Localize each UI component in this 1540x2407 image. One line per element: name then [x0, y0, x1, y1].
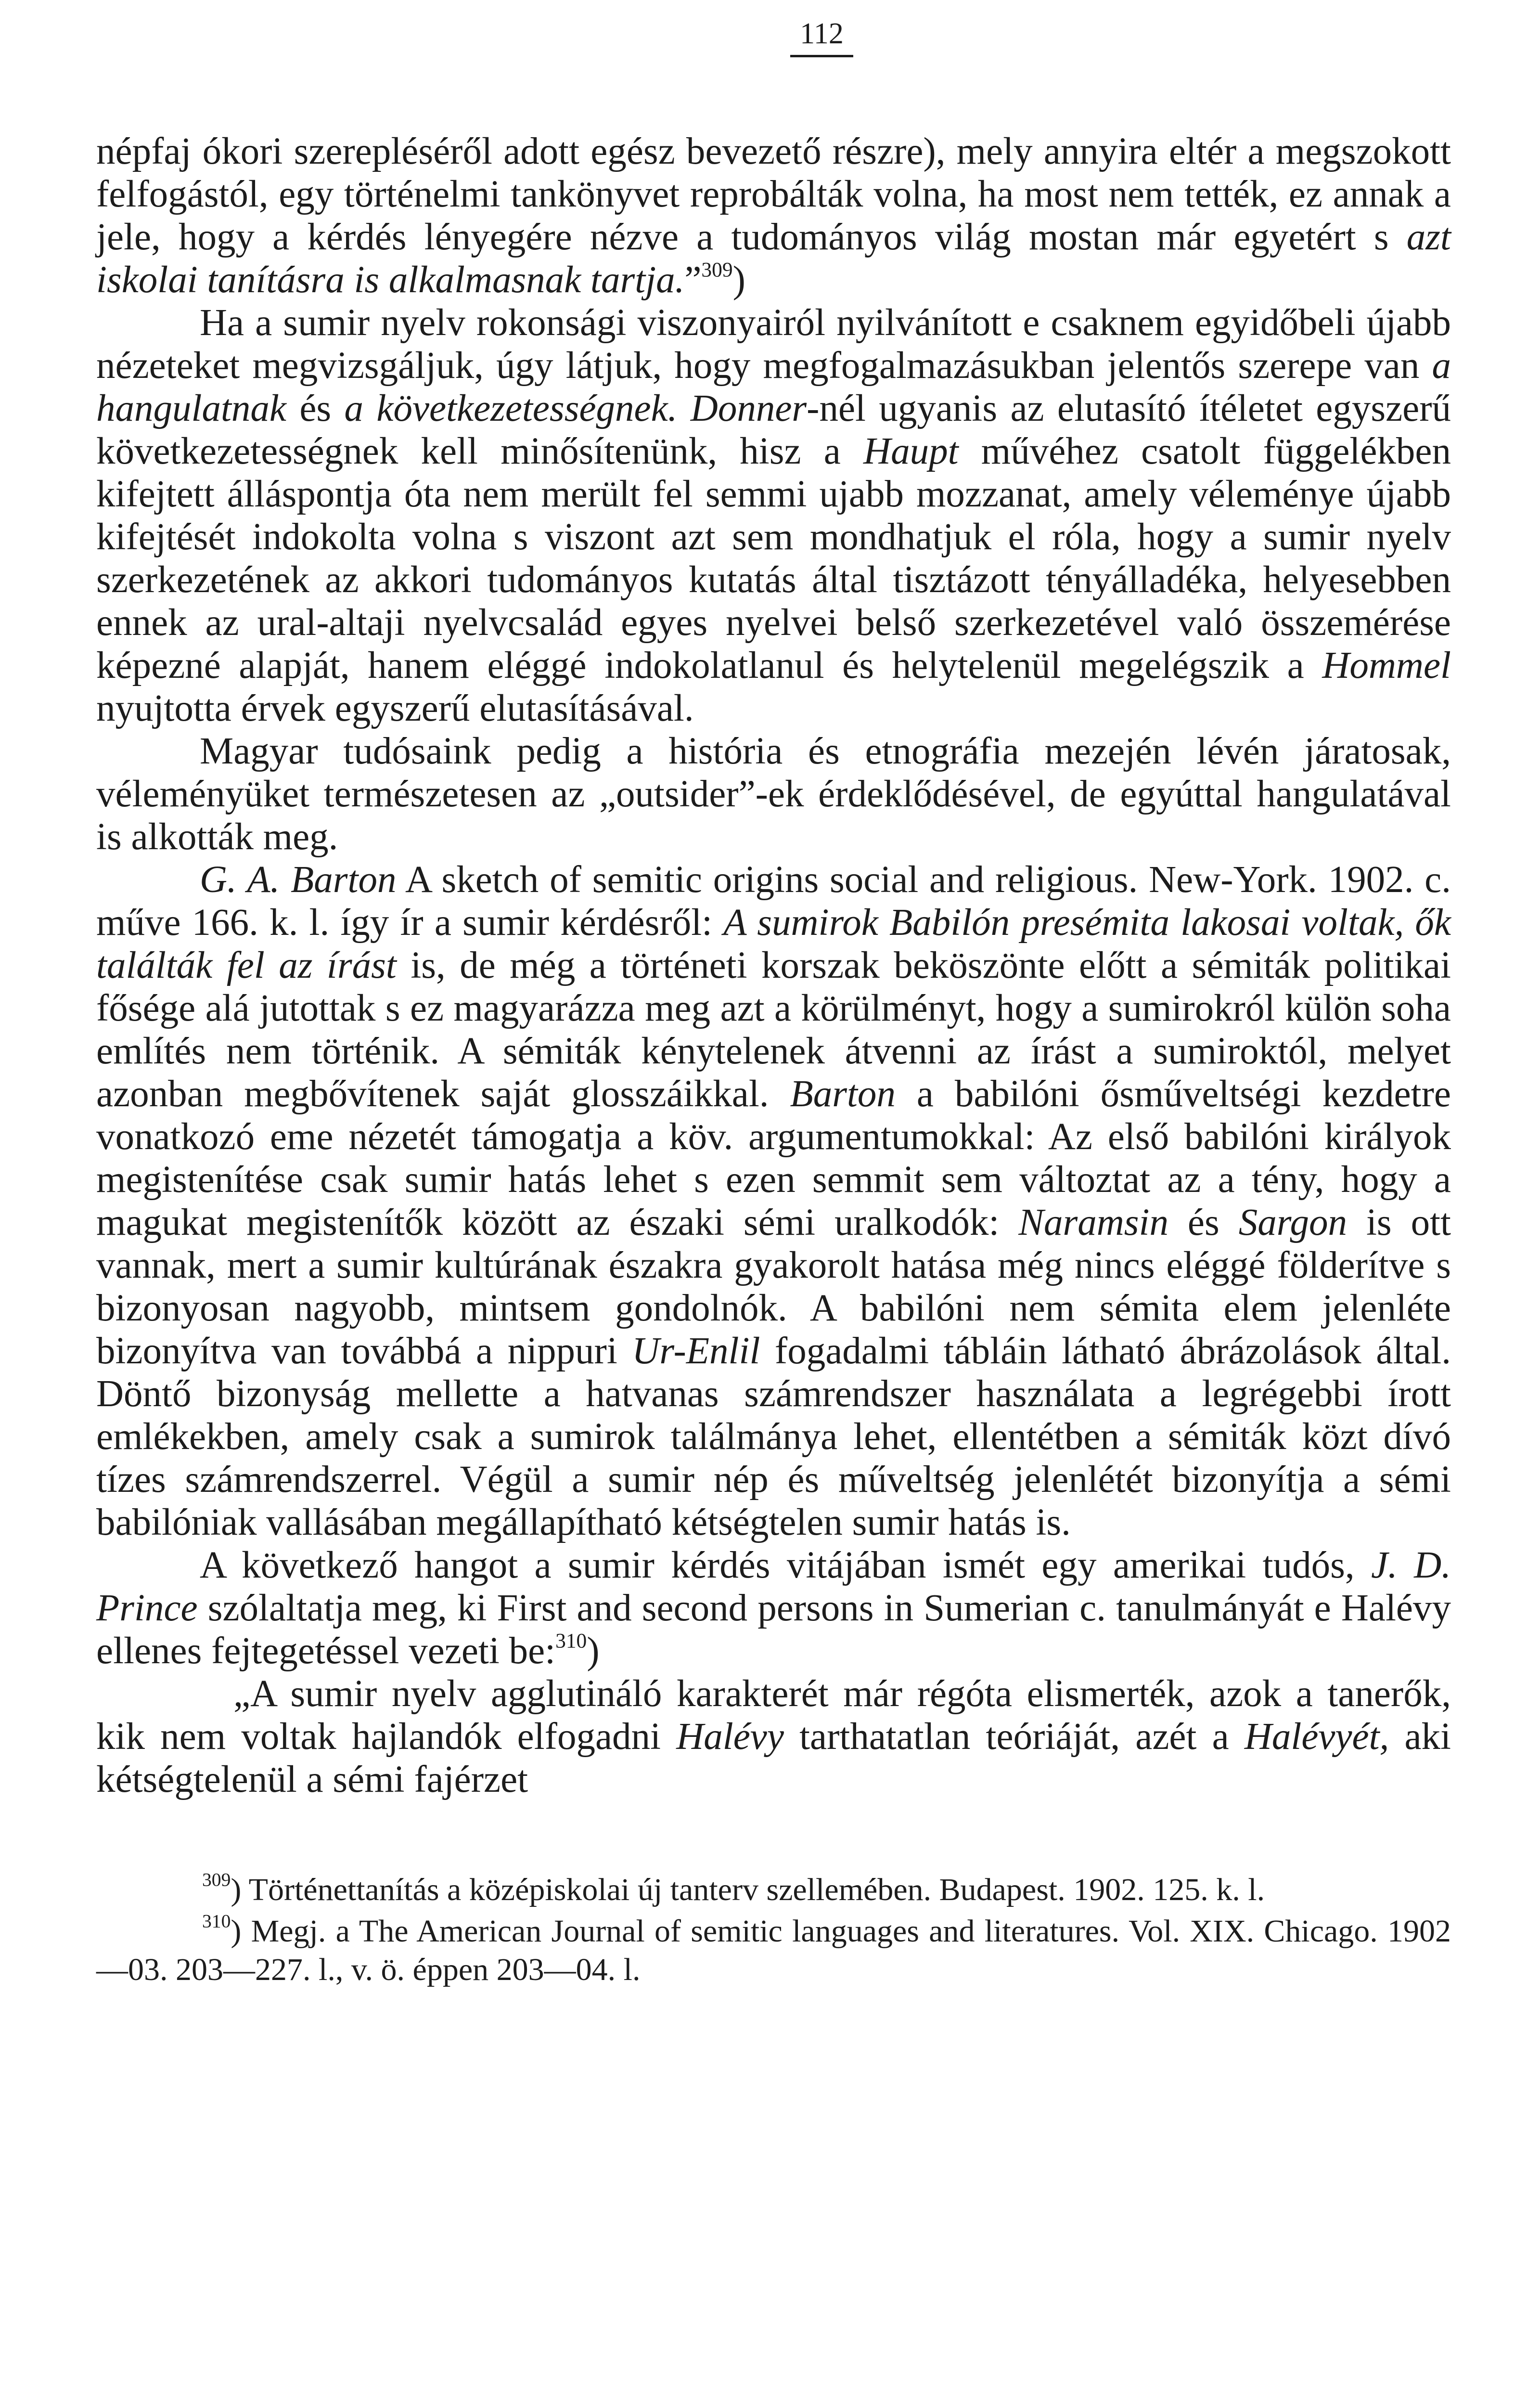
- italic-text: Halévy: [676, 1716, 784, 1758]
- italic-text: a hangulatnak: [96, 345, 1451, 429]
- text-run: nyujtotta érvek egyszerű elutasításával.: [96, 687, 694, 729]
- footnote-marker: 309: [701, 258, 733, 282]
- page-number: [192, 14, 1451, 58]
- paragraph-p6: [96, 1672, 1451, 1801]
- text-run: és: [286, 388, 345, 429]
- footnote-marker: 310: [555, 1629, 587, 1653]
- italic-text: G. A. Barton: [200, 859, 397, 901]
- text-run: A következő hangot a sumir kérdés vitájában ismét egy amerikai tudós,: [200, 1544, 1371, 1586]
- italic-text: J. D. Prince: [96, 1544, 1451, 1629]
- footnote-fn310: [96, 1912, 1451, 1989]
- paragraph-p5: [96, 1544, 1451, 1672]
- text-run: is ott vannak, mert a sumir kultúrának északra gyakorolt hatása még nincs eléggé földerítve s bizonyosan nagyobb, mintsem gondolnók. A babilóni nem sémita elem jelenléte bizonyítva van továbbá a nippuri: [96, 1202, 1451, 1372]
- text-run: és: [1168, 1202, 1239, 1243]
- text-run: a babilóni ősműveltségi kezdetre vonatkozó eme nézetét támogatja a köv. argumentumokkal: Az első babilóni királyok megistenítése csak sumir hatás lehet s ezen semmit sem változtat az a tény, hogy a magukat megistenítők között az északi sémi uralkodók:: [96, 1073, 1451, 1243]
- footnote-marker: 309: [202, 1869, 231, 1890]
- text-run: művéhez csatolt függelékben kifejtett álláspontja óta nem merült fel semmi ujabb mozzanat, amely véleménye újabb kifejtését indokolta volna s viszont azt sem mondhatjuk el róla, hogy a sumir nyelv szerkezetének az akkori tudományos kutatás által tisztázott tényálladéka, helyesebben ennek az ural-altaji nyelvcsalád egyes nyelvei belső szerkezetével való összemérése képezné alapját, hanem eléggé indokolatlanul és helytelenül megelégszik a: [96, 430, 1451, 686]
- text-run: -nél ugyanis az elutasító ítéletet egyszerű következetességnek kell minősítenünk, hisz a: [96, 388, 1451, 472]
- paragraph-p2: [96, 301, 1451, 730]
- italic-text: Hommel: [1322, 645, 1451, 686]
- text-run: ): [587, 1630, 600, 1672]
- footnote-marker: 310: [202, 1910, 231, 1932]
- text-run: A sketch of semitic origins social and religious. New-York. 1902. c. műve 166. k. l. így ír a sumir kérdésről:: [96, 859, 1451, 944]
- footnotes: [96, 1871, 1451, 1989]
- italic-text: Haupt: [863, 430, 959, 472]
- text-run: ) Történettanítás a középiskolai új tanterv szellemében. Budapest. 1902. 125. k. l.: [231, 1872, 1265, 1907]
- italic-text: Sargon: [1238, 1202, 1347, 1243]
- body-text: [96, 130, 1451, 1801]
- text-run: tarthatatlan teóriáját, azét a: [783, 1716, 1245, 1758]
- text-run: ): [732, 259, 745, 301]
- italic-text: Donner: [690, 388, 807, 429]
- book-page: [96, 14, 1451, 2407]
- text-run: Ha a sumir nyelv rokonsági viszonyairól nyilvánított e csaknem egyidőbeli újabb nézeteket megvizsgáljuk, úgy látjuk, hogy megfogalmazásukban jelentős szerepe van: [96, 302, 1451, 387]
- text-run: [677, 388, 690, 429]
- text-run: aki kétségtelenül a sémi fajérzet: [96, 1716, 1451, 1800]
- footnote-fn309: [96, 1871, 1451, 1909]
- text-run: ”: [684, 259, 702, 301]
- italic-text: a következetességnek.: [344, 388, 678, 429]
- text-run: népfaj ókori szerepléséről adott egész bevezető részre), mely annyira eltér a megszokott felfogástól, egy történelmi tankönyvet reprobálták volna, ha most nem tették, ez annak a jele, hogy a kérdés lényegére nézve a tudományos világ mostan már egyetért s: [96, 130, 1451, 258]
- italic-text: azt iskolai tanításra is alkalmasnak tartja.: [96, 216, 1451, 301]
- italic-text: Halévyét,: [1244, 1716, 1389, 1758]
- text-run: ) Megj. a The American Journal of semitic languages and literatures. Vol. XIX. Chicago. 1902—03. 203—227. l., v. ö. éppen 203—04. l.: [96, 1914, 1451, 1987]
- paragraph-p4: [96, 858, 1451, 1544]
- text-run: „A sumir nyelv agglutináló karakterét már régóta elismerték, azok a tanerők, kik nem voltak hajlandók elfogadni: [96, 1673, 1451, 1758]
- text-run: is, de még a történeti korszak beköszönte előtt a sémiták politikai fősége alá jutottak s ez magyarázza meg azt a körülményt, hogy a sumirokról külön soha említés nem történik. A sémiták kénytelenek átvenni az írást a sumiroktól, melyet azonban megbővítenek saját glosszáikkal.: [96, 945, 1451, 1115]
- text-run: Magyar tudósaink pedig a história és etnográfia mezején lévén járatosak, véleményüket természetesen az „outsider”-ek érdeklődésével, de egyúttal hangulatával is alkották meg.: [96, 730, 1451, 858]
- paragraph-p3: [96, 730, 1451, 858]
- italic-text: A sumirok Babilón presémita lakosai voltak, ők találták fel az írást: [96, 902, 1451, 986]
- page-number-text: 112: [790, 14, 853, 57]
- text-run: fogadalmi tábláin látható ábrázolások által. Döntő bizonyság mellette a hatvanas számrendszer használata a legrégebbi írott emlékekben, amely csak a sumirok találmánya lehet, ellentétben a sémiták közt dívó tízes számrendszerrel. Végül a sumir nép és műveltség jelenlétét bizonyítja a sémi babilóniak vallásában megállapítható kétségtelen sumir hatás is.: [96, 1330, 1451, 1543]
- italic-text: Barton: [790, 1073, 896, 1115]
- italic-text: Naramsin: [1018, 1202, 1168, 1243]
- text-run: szólaltatja meg, ki First and second persons in Sumerian c. tanulmányát e Halévy ellenes fejtegetéssel vezeti be:: [96, 1587, 1451, 1672]
- paragraph-p1: [96, 130, 1451, 301]
- italic-text: Ur-Enlil: [632, 1330, 760, 1372]
